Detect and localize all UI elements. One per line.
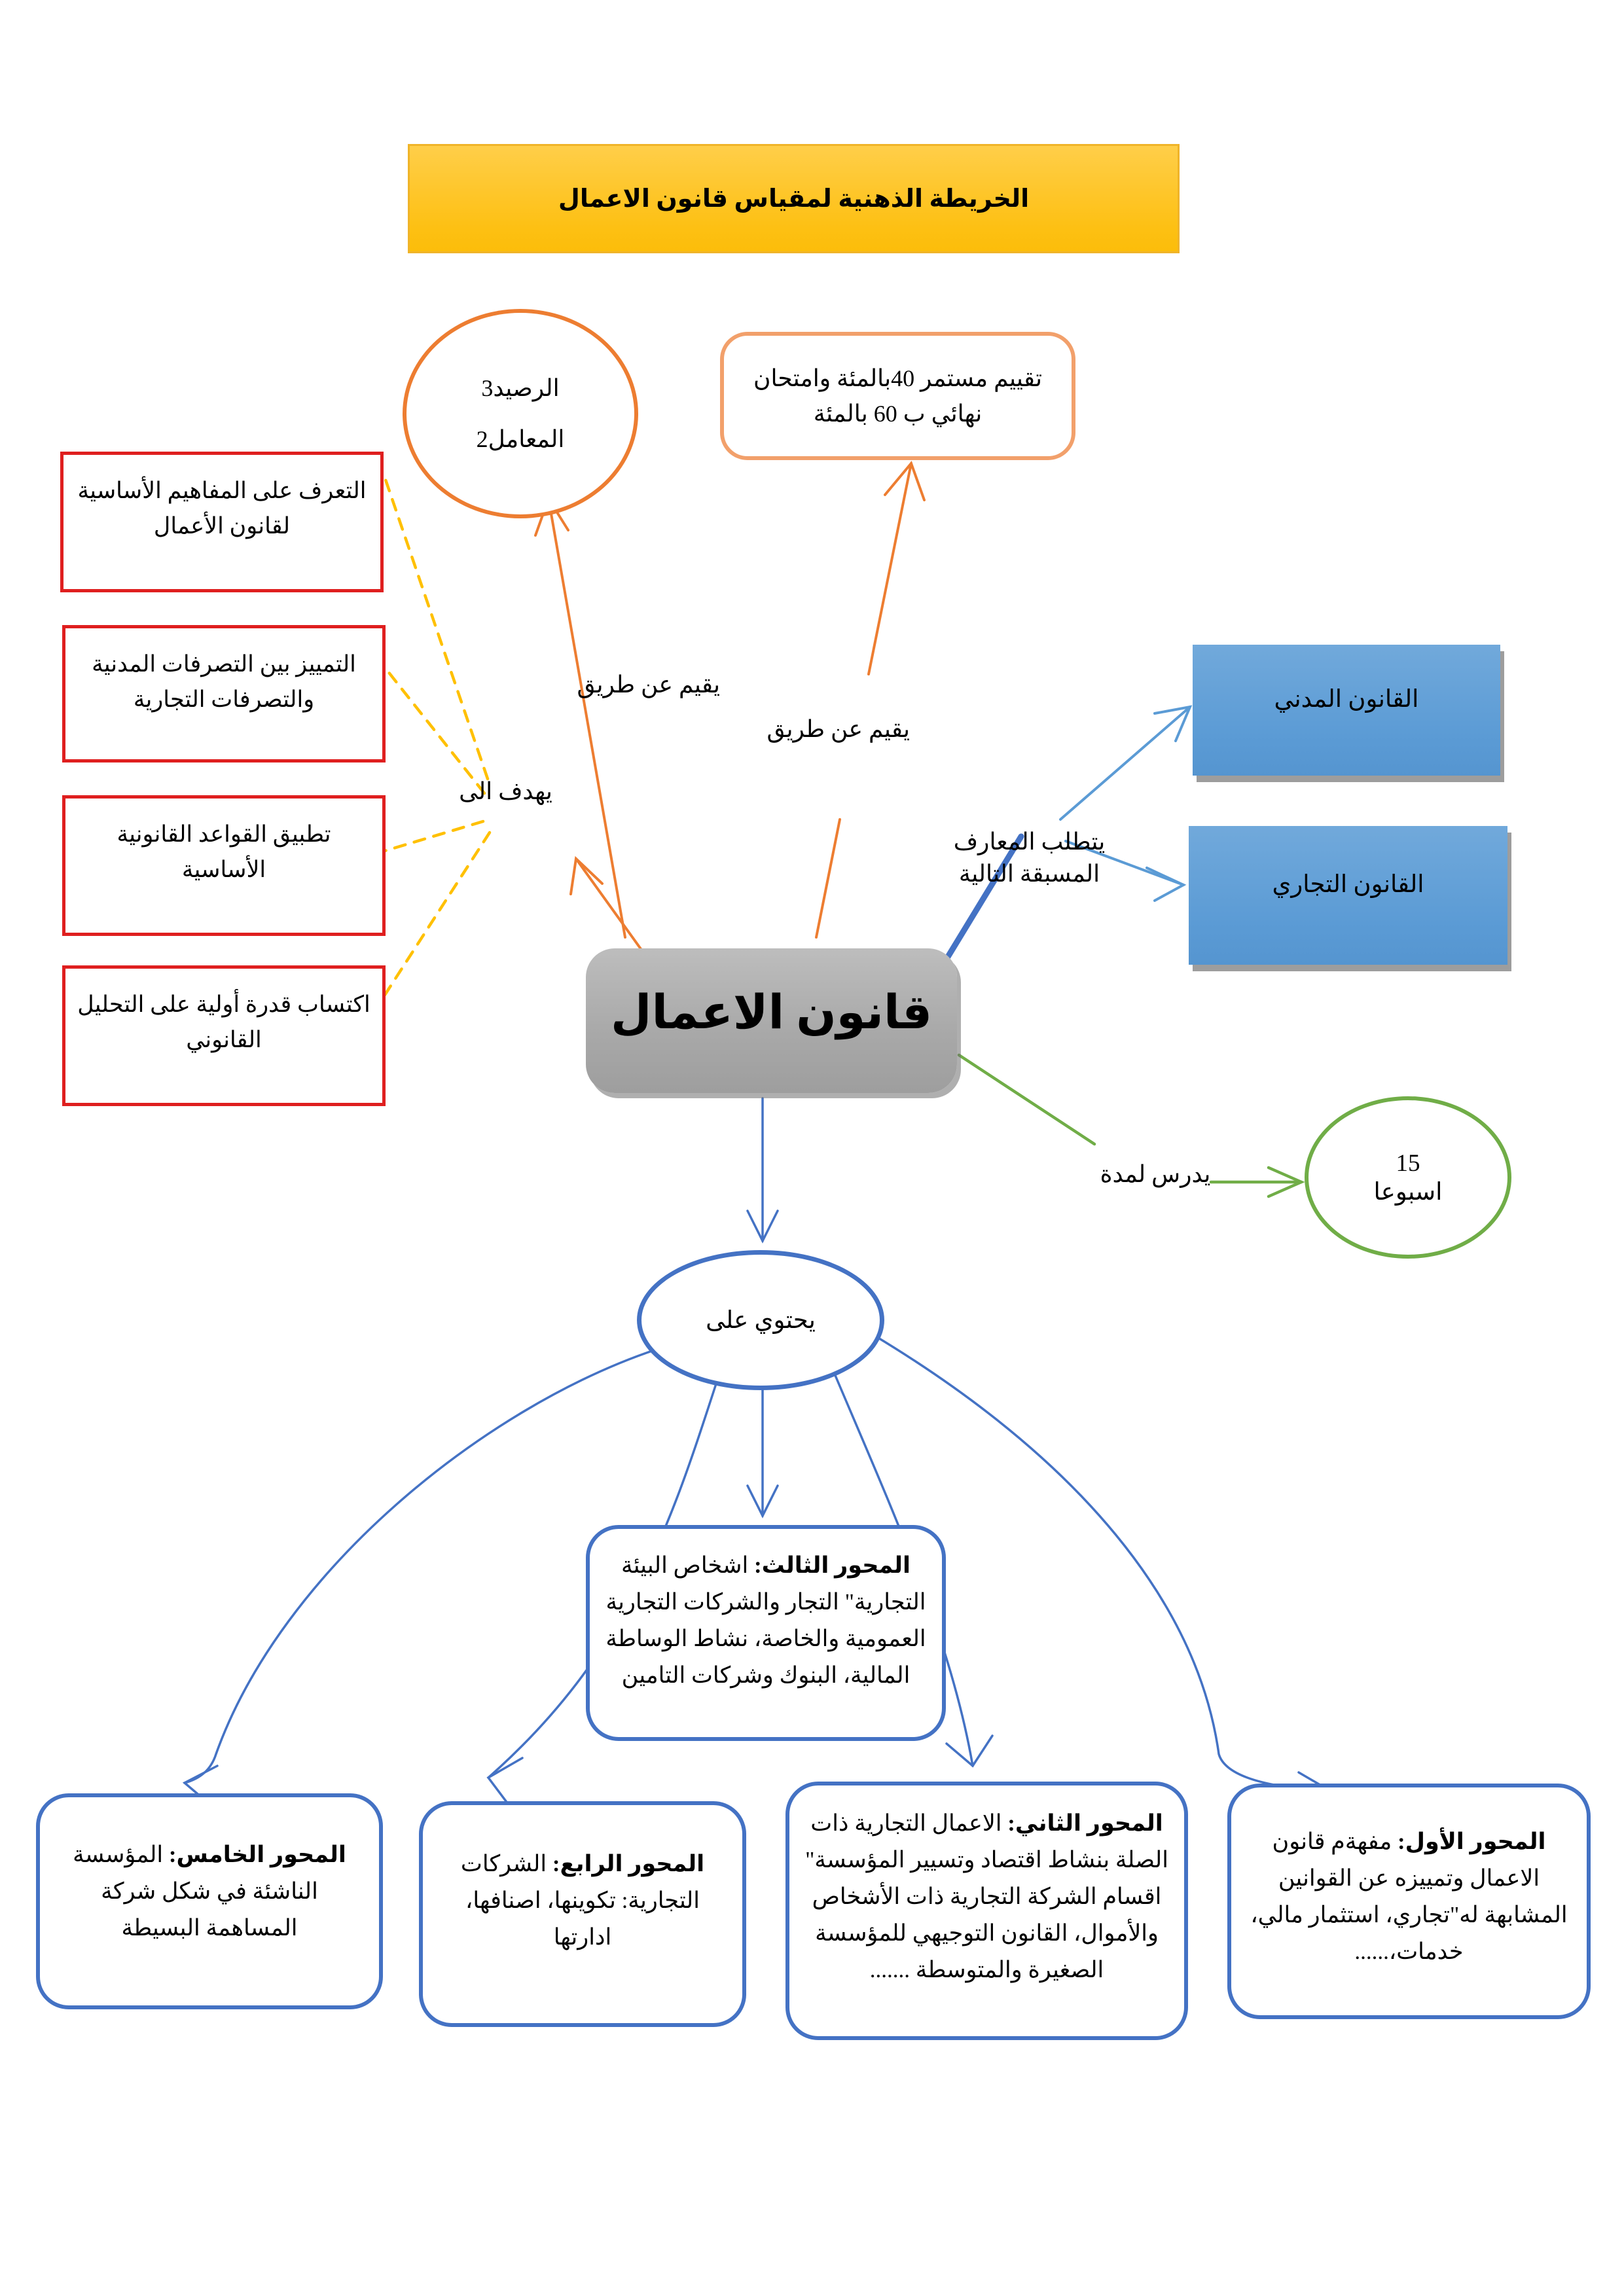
module-3-title: المحور الثالث: — [753, 1552, 911, 1578]
central-node-label: قانون الاعمال — [610, 986, 933, 1039]
prerequisite-box-commercial-law — [1189, 826, 1507, 965]
coefficient-value: المعامل2 — [476, 426, 565, 452]
objective-box-3 — [62, 795, 386, 936]
studied-for-label: يدرس لمدة — [1100, 1161, 1211, 1187]
evaluation-method-text: تقييم مستمر 40بالمئة وامتحان نهائي ب 60 بالمئة — [753, 365, 1042, 427]
module-box-1 — [1227, 1784, 1591, 2019]
prerequisite-box-civil-law — [1193, 645, 1500, 776]
objective-1-text: التعرف على المفاهيم الأساسية لقانون الأعمال — [77, 478, 367, 539]
module-5-text — [56, 1837, 363, 1946]
module-box-2 — [785, 1782, 1188, 2040]
contains-label: يحتوي على — [706, 1307, 816, 1334]
module-box-4 — [419, 1801, 746, 2027]
requires-prior-knowledge-label: يتطلب المعارف المسبقة التالية — [953, 829, 1106, 887]
objective-box-4 — [62, 965, 386, 1106]
contains-node — [637, 1250, 884, 1390]
objective-dashed-links — [385, 478, 490, 995]
module-1-body: مفهةم قانون الاعمال وتمييزه عن القوانين المشابهة له"تجاري، استثمار مالي، خدمات،...... — [1250, 1829, 1568, 1964]
objective-box-2 — [62, 625, 386, 762]
duration-weeks-number: 15 — [1396, 1149, 1420, 1177]
objective-2-text: التمييز بين التصرفات المدنية والتصرفات التجارية — [92, 651, 356, 713]
evaluation-method-node — [720, 332, 1075, 460]
module-5-body: المؤسسة الناشئة في شكل شركة المساهمة البسيطة — [73, 1842, 318, 1941]
module-3-body: اشخاص البيئة التجارية" التجار والشركات التجارية العمومية والخاصة، نشاط الوساطة المالية، البنوك وشركات التامين — [605, 1552, 926, 1688]
evaluated-by-label-left: يقيم عن طريق — [577, 672, 720, 698]
module-3-text — [605, 1547, 926, 1694]
module-2-title: المحور الثاني: — [1007, 1810, 1163, 1836]
module-2-body: الاعمال التجارية ذات الصلة بنشاط اقتصاد وتسيير المؤسسة" اقسام الشركة التجارية ذات الأشخاص والأموال، القانون التوجيهي للمؤسسة الصغيرة والمتوسطة ....... — [805, 1810, 1168, 1982]
module-1-text — [1247, 1823, 1571, 1970]
module-5-title: المحور الخامس: — [168, 1842, 346, 1867]
module-box-5 — [36, 1793, 383, 2009]
objective-box-1 — [60, 452, 384, 592]
module-box-3 — [586, 1525, 946, 1741]
module-4-title: المحور الرابع: — [552, 1851, 705, 1876]
credit-value: الرصيد3 — [481, 375, 560, 401]
module-4-text — [439, 1846, 727, 1956]
map-title-text: الخريطة الذهنية لمقياس قانون الاعمال — [558, 185, 1030, 213]
objective-4-text: اكتساب قدرة أولية على التحليل القانوني — [77, 992, 370, 1053]
duration-node — [1305, 1096, 1511, 1259]
objective-3-text: تطبيق القواعد القانونية الأساسية — [117, 821, 331, 883]
credit-coefficient-node — [403, 309, 638, 518]
central-node-business-law — [586, 948, 957, 1093]
duration-weeks-word: اسبوعا — [1373, 1178, 1443, 1206]
map-title — [408, 144, 1180, 253]
module-4-body: الشركات التجارية: تكوينها، اصنافها، ادارتها — [460, 1851, 700, 1950]
module-2-text — [805, 1805, 1168, 1988]
module-1-title: المحور الأول: — [1397, 1829, 1546, 1854]
civil-law-text: القانون المدني — [1274, 686, 1419, 713]
aims-to-label: يهدف الى — [459, 778, 552, 804]
commercial-law-text: القانون التجاري — [1272, 871, 1424, 898]
evaluation-arrows — [535, 463, 924, 961]
evaluated-by-label-right: يقيم عن طريق — [767, 716, 910, 742]
